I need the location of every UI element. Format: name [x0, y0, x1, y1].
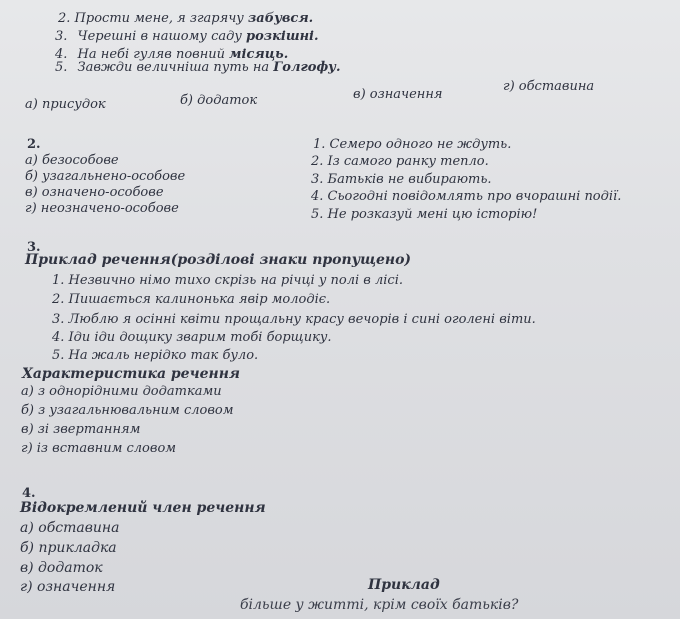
s1-sentence-2: [58, 11, 313, 26]
s1-option-c: в) означення: [353, 87, 443, 102]
s1-sentence-text: Прости мене, я згарячу: [74, 11, 248, 26]
s4-example-text: більше у житті, крім своїх батьків?: [240, 597, 519, 613]
s1-option-a: а) присудок: [25, 97, 106, 112]
s1-sentence-num: 4.: [55, 47, 68, 62]
s1-option-d: г) обставина: [503, 79, 595, 94]
s1-sentence-num: 5.: [55, 60, 68, 75]
s3-sentence-5: 5. На жаль нерідко так було.: [52, 348, 259, 363]
s2-number: 2.: [27, 137, 41, 152]
s4-option-d: г) означення: [20, 579, 116, 595]
s3-sentence-4: 4. Іди іди дощику зварим тобі борщику.: [52, 330, 332, 345]
s1-sentence-bold: розкішні.: [246, 29, 319, 44]
s2-type-b: б) узагальнено-особове: [25, 169, 186, 184]
s4-example-title: Приклад: [368, 577, 440, 593]
s1-sentence-3: [55, 29, 319, 44]
s4-option-a: а) обставина: [20, 520, 120, 536]
s2-sentence-5: 5. Не розказуй мені цю історію!: [311, 207, 538, 222]
s3-sentence-1: 1. Незвично німо тихо скрізь на річці у полі в лісі.: [52, 273, 403, 288]
s4-option-c: в) додаток: [20, 560, 103, 576]
s2-type-a: а) безособове: [25, 153, 119, 168]
s1-sentence-num: 3.: [55, 29, 68, 44]
s3-sentence-2: 2. Пишається калинонька явір молодіє.: [52, 292, 331, 307]
s2-sentence-3: 3. Батьків не вибирають.: [311, 172, 492, 187]
s1-option-b: б) додаток: [180, 93, 258, 108]
s1-sentence-bold: забувся.: [247, 11, 314, 26]
s1-sentence-text: На небі гуляв повний: [77, 47, 230, 62]
s2-sentence-1: 1. Семеро одного не ждуть.: [313, 137, 512, 152]
s3-option-d: г) із вставним словом: [21, 441, 177, 456]
s1-sentence-num: 2.: [58, 11, 71, 26]
s3-characteristic-title: Характеристика речення: [22, 366, 241, 382]
s4-option-b: б) прикладка: [20, 540, 117, 556]
s1-sentence-text: Завжди величніша путь на: [77, 60, 274, 75]
s2-sentence-2: 2. Із самого ранку тепло.: [311, 154, 489, 169]
s2-type-d: г) неозначено-особове: [25, 201, 179, 216]
s1-sentence-bold: Голгофу.: [273, 60, 341, 75]
s3-option-c: в) зі звертанням: [21, 422, 141, 437]
s3-number: 3.: [27, 240, 41, 255]
s1-sentence-text: Черешні в нашому саду: [77, 29, 247, 44]
s2-sentence-4: 4. Сьогодні повідомлять про вчорашні події.: [311, 189, 622, 204]
s3-title: Приклад речення(розділові знаки пропущено): [25, 252, 412, 268]
s3-option-a: а) з однорідними додатками: [21, 384, 222, 399]
s1-sentence-bold: місяць.: [229, 47, 289, 62]
s3-sentence-3: 3. Люблю я осінні квіти прощальну красу вечорів і сині оголені віти.: [52, 312, 536, 327]
s2-type-c: в) означено-особове: [25, 185, 164, 200]
s3-option-b: б) з узагальнювальним словом: [21, 403, 234, 418]
s4-number: 4.: [22, 486, 36, 501]
s4-title: Відокремлений член речення: [20, 500, 266, 516]
s1-sentence-5: [55, 60, 340, 75]
